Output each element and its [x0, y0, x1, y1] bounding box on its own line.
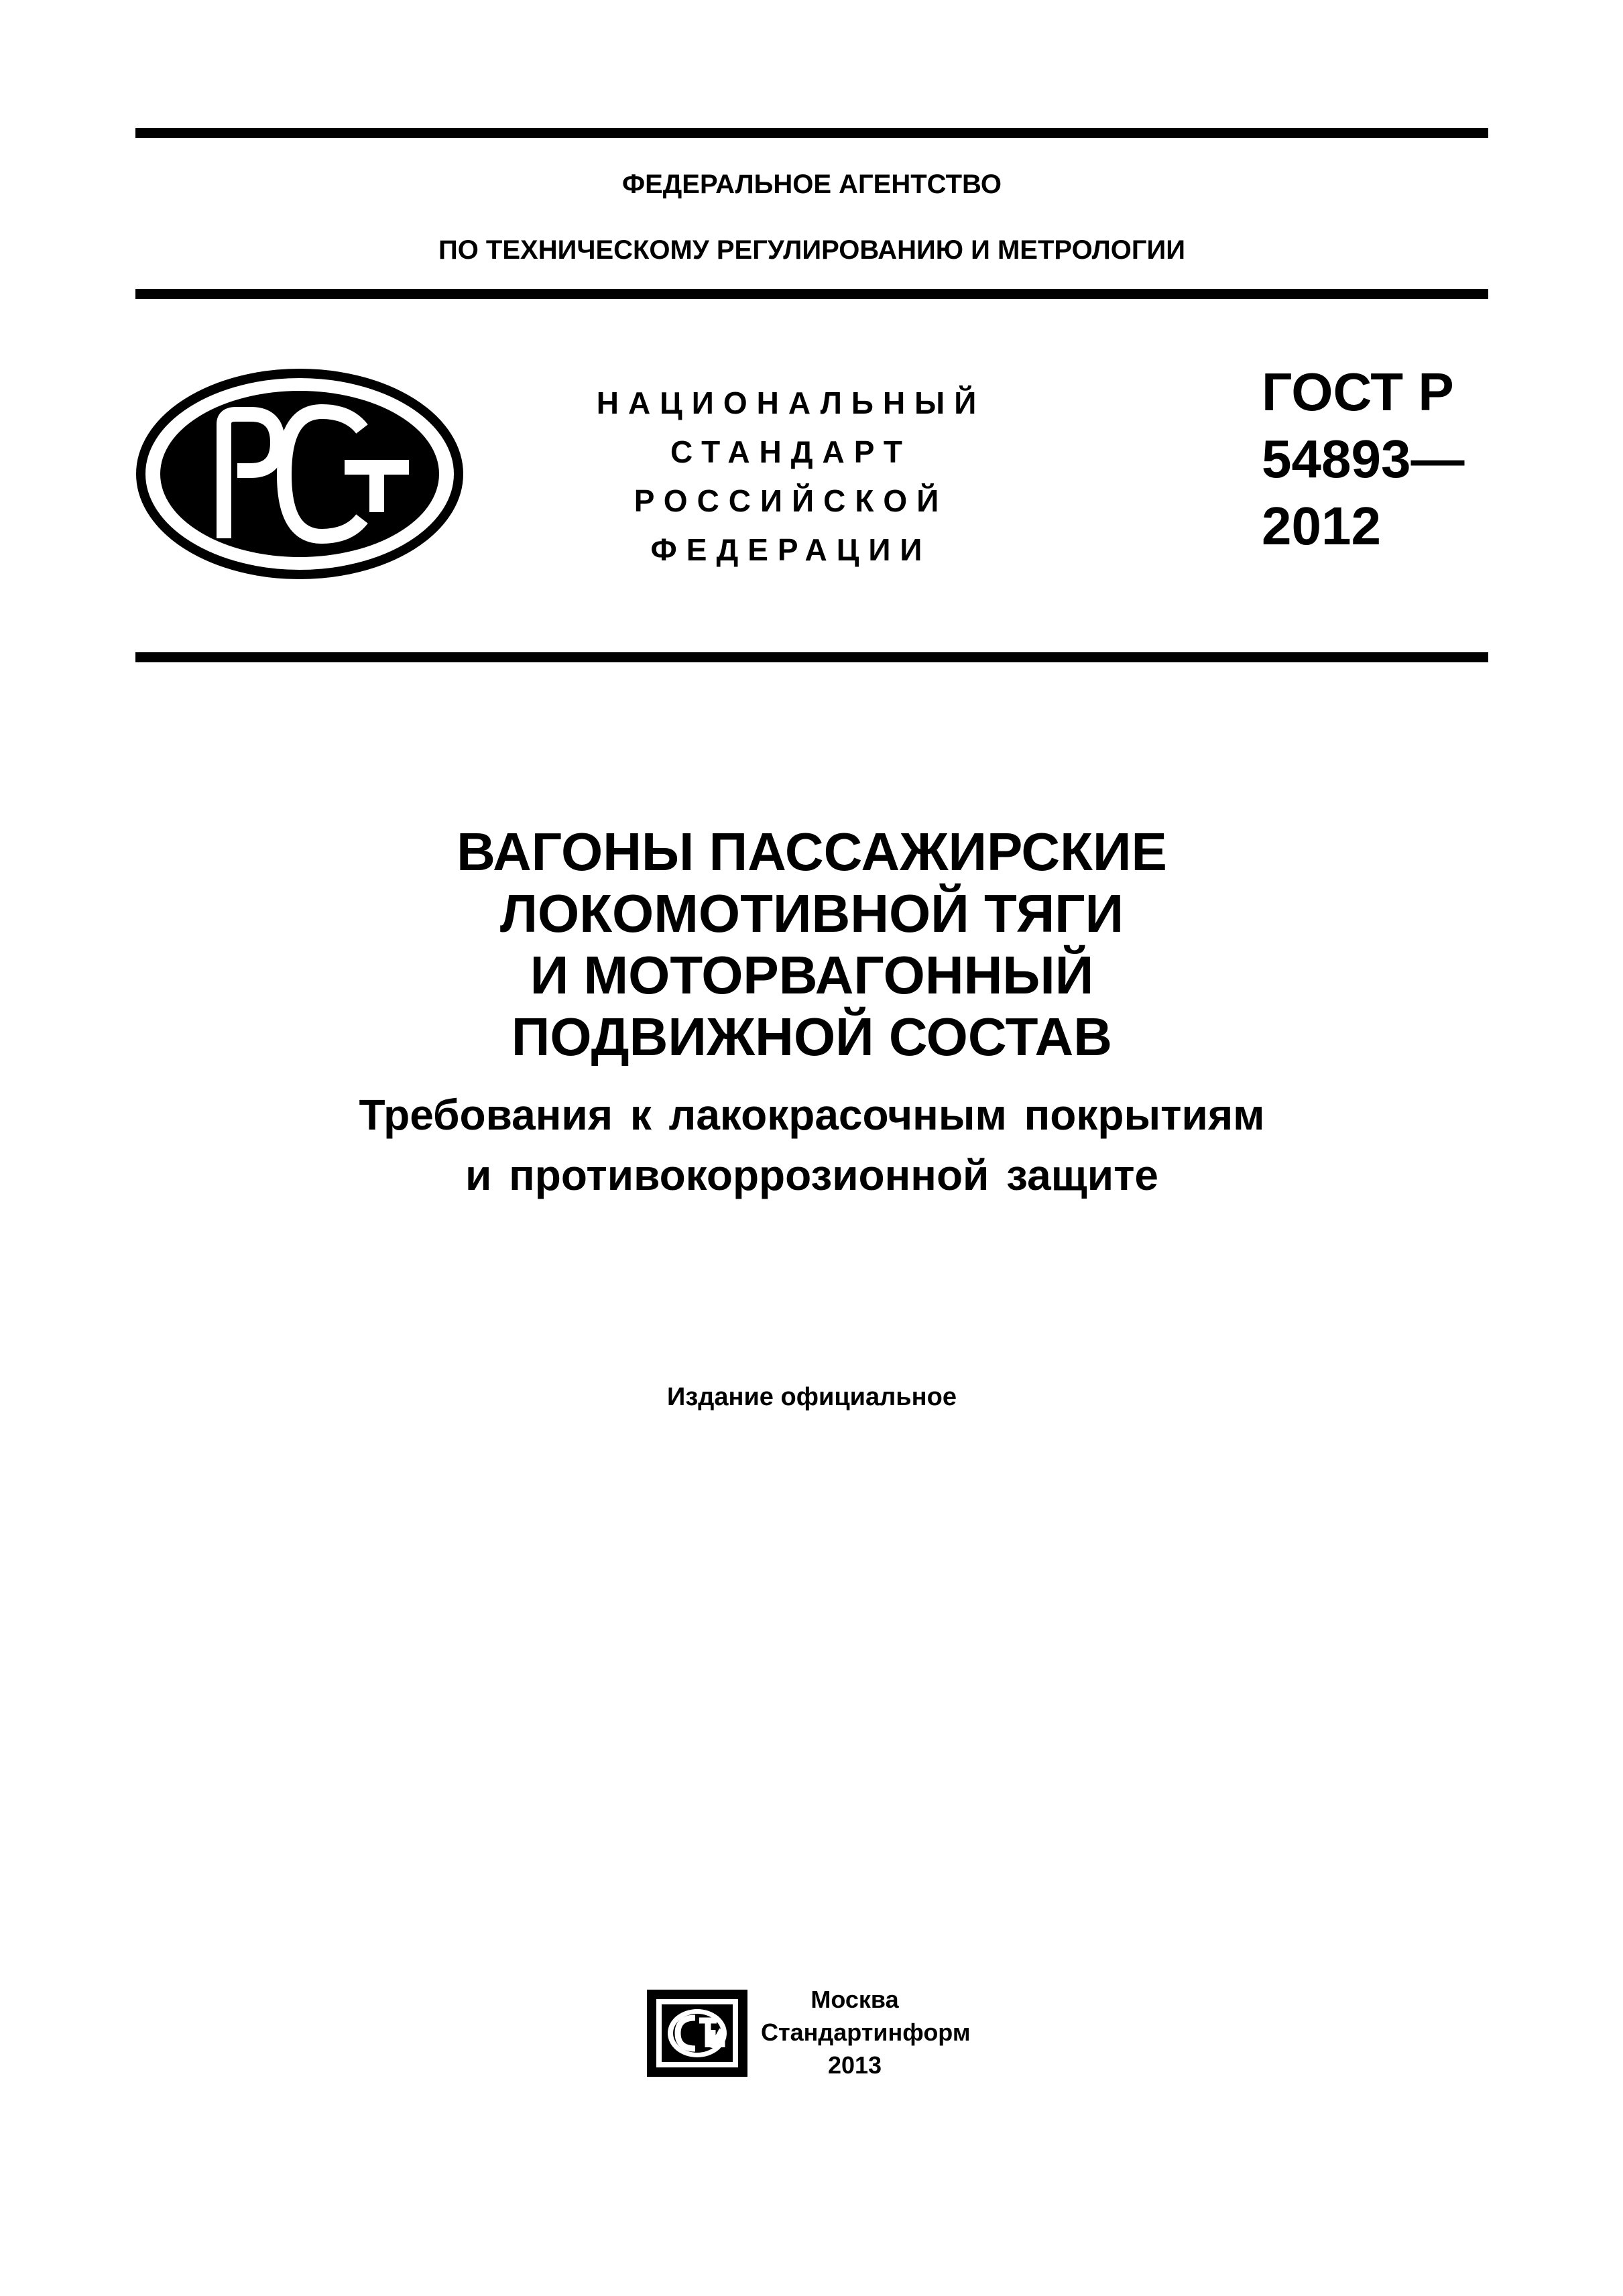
title-line-4: ПОДВИЖНОЙ СОСТАВ: [511, 1007, 1113, 1067]
top-rule: [135, 128, 1488, 138]
subtitle-line-1: Требования к лакокрасочным покрытиям: [359, 1091, 1265, 1139]
standard-type-line-2: СТАНДАРТ: [670, 434, 912, 469]
agency-line-1: ФЕДЕРАЛЬНОЕ АГЕНТСТВО: [621, 170, 1002, 199]
designation-line-1: ГОСТ Р: [1262, 362, 1454, 422]
standartinform-logo: [647, 1990, 747, 2077]
designation-line-3: 2012: [1262, 496, 1381, 556]
standard-type-line-3: РОССИЙСКОЙ: [634, 483, 949, 518]
standard-type-line-1: НАЦИОНАЛЬНЫЙ: [596, 385, 986, 420]
agency-bottom-rule: [135, 289, 1488, 299]
publisher-name: Стандартинформ: [761, 2018, 971, 2046]
rst-certification-logo: [135, 367, 464, 581]
agency-line-2: ПО ТЕХНИЧЕСКОМУ РЕГУЛИРОВАНИЮ И МЕТРОЛОГИИ: [438, 235, 1186, 265]
standard-type-line-4: ФЕДЕРАЦИИ: [650, 532, 932, 567]
publisher-imprint: [761, 1983, 971, 2081]
national-standard-label: [550, 379, 1032, 575]
document-subtitle: [135, 1085, 1488, 1205]
document-title: [135, 821, 1488, 1068]
standard-designation: [1262, 359, 1464, 560]
publisher-year: 2013: [827, 2051, 882, 2079]
title-line-3: И МОТОРВАГОННЫЙ: [530, 945, 1094, 1005]
title-line-2: ЛОКОМОТИВНОЙ ТЯГИ: [499, 884, 1124, 943]
designation-line-2: 54893—: [1262, 429, 1465, 489]
publisher-city: Москва: [810, 1986, 899, 2013]
edition-label: Издание официальное: [667, 1383, 957, 1411]
title-line-1: ВАГОНЫ ПАССАЖИРСКИЕ: [457, 822, 1167, 882]
header-bottom-rule: [135, 652, 1488, 662]
subtitle-line-2: и противокоррозионной защите: [465, 1151, 1158, 1199]
